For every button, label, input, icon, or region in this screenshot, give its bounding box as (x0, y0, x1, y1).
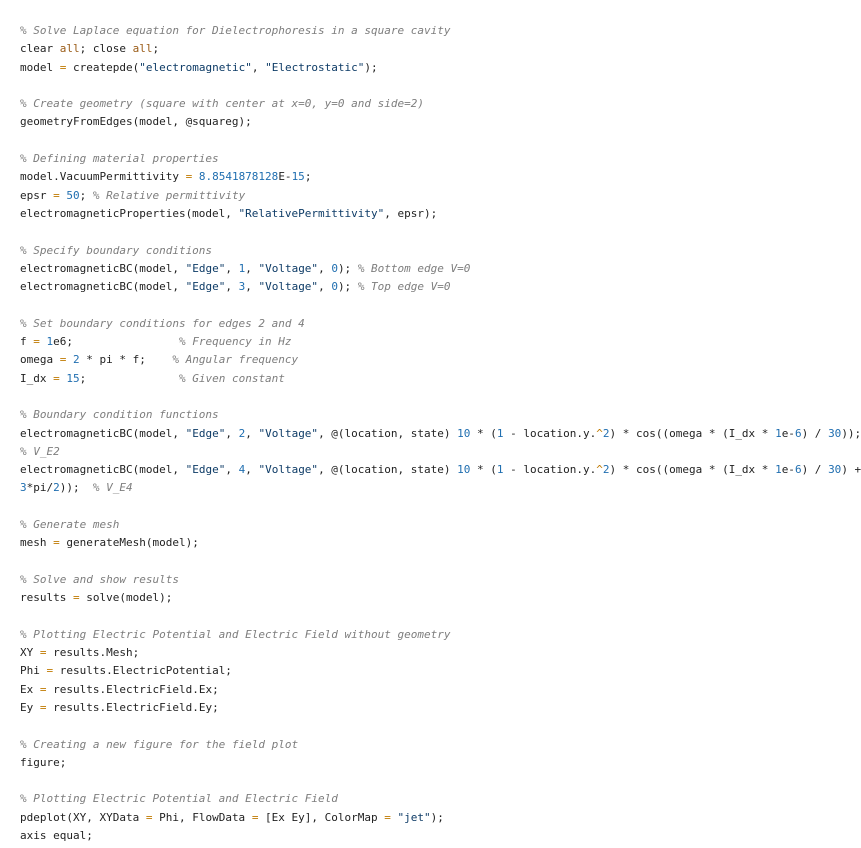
code-text: generateMesh(model); (59, 536, 199, 550)
code-text: * ( (470, 463, 497, 477)
code-comment: % Solve Laplace equation for Dielectrophoresis in a square cavity (20, 24, 451, 37)
code-line (20, 827, 861, 845)
code-editor[interactable] (20, 22, 861, 845)
code-line (20, 626, 861, 644)
code-line (20, 315, 861, 333)
code-text: * ( (470, 426, 497, 440)
code-operator: = (39, 700, 47, 714)
code-text: - location.y. (503, 463, 597, 477)
code-text: , (318, 261, 332, 275)
code-text: mesh (20, 536, 54, 550)
code-number: 2 (53, 481, 60, 495)
code-line (20, 40, 861, 58)
code-operator: = (72, 591, 80, 605)
code-text: ); (337, 280, 358, 294)
code-text: electromagneticBC(model, (20, 261, 186, 275)
code-operator: = (59, 353, 67, 367)
code-number: 3 (238, 280, 246, 294)
code-text: ) + (841, 463, 861, 477)
code-text (66, 353, 73, 366)
code-line (20, 736, 861, 754)
code-text: results.ElectricField.Ex; (46, 682, 219, 696)
code-line (20, 388, 861, 406)
code-text: Ey (20, 700, 40, 714)
code-line (20, 278, 861, 296)
code-text: , (245, 463, 259, 477)
code-line (20, 809, 861, 827)
code-number: 1 (238, 261, 246, 275)
code-line (20, 754, 861, 772)
code-text: ); (430, 810, 444, 824)
code-text: ; (79, 371, 179, 385)
code-text: I_dx (20, 371, 54, 385)
code-text: , (225, 426, 239, 440)
code-line (20, 370, 861, 388)
code-number: 1 (775, 463, 782, 477)
code-comment: % Defining material properties (20, 152, 219, 166)
code-text: , @(location, state) (318, 463, 458, 477)
code-number: 6 (794, 463, 802, 477)
code-line (20, 406, 861, 424)
code-line (20, 113, 861, 131)
code-number: 2 (602, 463, 610, 477)
code-comment: % Frequency in Hz (178, 335, 292, 349)
code-text: e- (781, 426, 795, 440)
code-line (20, 461, 861, 479)
code-number: 2 (73, 353, 80, 367)
code-text: ; (79, 188, 93, 202)
code-comment: % Generate mesh (20, 518, 120, 532)
code-text: Ex (20, 682, 40, 696)
code-operator: = (39, 646, 47, 660)
code-string: "Voltage" (258, 426, 319, 440)
code-text: , (318, 280, 332, 294)
code-text: *pi/ (26, 481, 54, 495)
code-line (20, 589, 861, 607)
code-number: 1 (775, 426, 782, 440)
code-text: figure; (20, 755, 67, 769)
code-number: 0 (331, 280, 338, 294)
code-number: 10 (457, 463, 471, 477)
code-line (20, 498, 861, 516)
code-text: e- (781, 463, 795, 477)
code-line (20, 790, 861, 808)
code-string: "Edge" (185, 463, 226, 477)
code-text: [Ex Ey], ColorMap (258, 810, 385, 824)
code-text: E- (278, 170, 292, 184)
code-operator: = (53, 371, 60, 385)
code-line (20, 77, 861, 95)
code-string: "Voltage" (258, 280, 319, 294)
code-operator: = (145, 810, 153, 824)
code-text: , (245, 280, 259, 294)
code-text: - location.y. (503, 426, 597, 440)
code-text: ) / (801, 463, 829, 477)
code-text: ) * cos((omega * (I_dx * (609, 426, 776, 440)
code-text: clear (20, 42, 60, 56)
code-string: "Edge" (185, 280, 226, 294)
code-operator: = (59, 60, 67, 74)
code-string: "Edge" (185, 426, 226, 440)
code-operator: ^ (596, 426, 603, 440)
code-line (20, 717, 861, 735)
code-text: Phi (20, 664, 47, 678)
code-number: 4 (238, 463, 246, 477)
code-number: 0 (331, 261, 338, 275)
code-line (20, 260, 861, 278)
code-line (20, 608, 861, 626)
code-text: model (20, 60, 60, 74)
code-string: "Voltage" (258, 463, 319, 477)
code-operator: = (53, 188, 60, 202)
code-text: f (20, 335, 34, 349)
code-text: ); (364, 60, 378, 74)
code-line (20, 553, 861, 571)
code-comment: % Bottom edge V=0 (357, 261, 471, 275)
code-text: )); (59, 481, 93, 495)
code-line (20, 333, 861, 351)
code-text: , (245, 261, 259, 275)
code-text: electromagneticBC(model, (20, 463, 186, 477)
code-text: electromagneticBC(model, (20, 280, 186, 294)
code-text: ; (152, 42, 160, 56)
code-number: 2 (238, 426, 246, 440)
code-keyword: all (59, 42, 80, 56)
code-comment: % Plotting Electric Potential and Electric Field without geometry (20, 627, 451, 641)
code-number: 15 (291, 170, 305, 184)
code-line (20, 571, 861, 589)
code-text: ); (337, 261, 358, 275)
code-string: "electromagnetic" (139, 60, 252, 74)
code-line (20, 681, 861, 699)
code-number: 10 (457, 426, 471, 440)
code-string: "jet" (397, 810, 431, 824)
code-text: )); (841, 426, 861, 440)
code-text: model.VacuumPermittivity (20, 170, 186, 184)
code-line (20, 22, 861, 40)
code-line (20, 205, 861, 223)
code-number: 1 (46, 335, 54, 349)
code-text: results (20, 591, 73, 605)
code-text: omega (20, 353, 60, 367)
code-comment: % Set boundary conditions for edges 2 and 4 (20, 316, 305, 330)
code-operator: = (39, 682, 47, 696)
code-number: 2 (602, 426, 610, 440)
code-line (20, 644, 861, 662)
code-text: XY (20, 646, 40, 660)
code-text: * pi * f; (79, 353, 173, 367)
code-comment: % Angular frequency (172, 353, 299, 367)
code-operator: = (185, 170, 193, 184)
code-line (20, 59, 861, 77)
code-comment: % Solve and show results (20, 572, 179, 586)
code-line (20, 479, 861, 497)
code-text: , (245, 426, 259, 440)
code-line (20, 425, 861, 443)
code-operator: = (384, 810, 391, 824)
code-string: "Edge" (185, 261, 226, 275)
code-operator: = (53, 536, 60, 550)
code-line (20, 296, 861, 314)
code-line (20, 187, 861, 205)
code-text (391, 811, 398, 824)
code-line (20, 351, 861, 369)
code-line (20, 132, 861, 150)
code-line (20, 772, 861, 790)
code-line (20, 699, 861, 717)
code-text: , (225, 261, 239, 275)
code-number: 3 (20, 481, 27, 495)
code-number: 50 (66, 188, 80, 202)
code-keyword: all (132, 42, 153, 56)
code-text: axis equal; (20, 829, 93, 843)
code-text: e6; (53, 335, 179, 349)
code-line (20, 150, 861, 168)
code-comment: % Creating a new figure for the field plot (20, 737, 299, 751)
code-text: ; close (79, 42, 133, 56)
code-line (20, 223, 861, 241)
code-string: "Voltage" (258, 261, 319, 275)
code-comment: % Given constant (178, 371, 285, 385)
code-number: 6 (794, 426, 802, 440)
code-line (20, 95, 861, 113)
code-text: ; (304, 170, 312, 184)
code-text: , (251, 60, 266, 74)
code-number: 30 (828, 426, 842, 440)
code-line (20, 242, 861, 260)
code-operator: = (46, 664, 54, 678)
code-operator: ^ (596, 463, 603, 477)
code-text: electromagneticBC(model, (20, 426, 186, 440)
code-text: pdeplot(XY, XYData (20, 810, 146, 824)
code-comment: % Plotting Electric Potential and Electric Field (20, 792, 338, 806)
code-text: ) * cos((omega * (I_dx * (609, 463, 776, 477)
code-text: electromagneticProperties(model, (20, 206, 239, 220)
code-text: results.Mesh; (46, 646, 140, 660)
code-line (20, 534, 861, 552)
code-text: results.ElectricPotential; (53, 664, 232, 678)
code-text: results.ElectricField.Ey; (46, 700, 219, 714)
code-text: ) / (801, 426, 829, 440)
code-text: solve(model); (79, 591, 173, 605)
code-text: , (225, 463, 239, 477)
code-comment: % Boundary condition functions (20, 408, 219, 422)
code-operator: = (33, 335, 40, 349)
code-text: , @(location, state) (318, 426, 458, 440)
code-number: 30 (828, 463, 842, 477)
code-line (20, 168, 861, 186)
code-line (20, 443, 861, 461)
code-text: geometryFromEdges(model, @squareg); (20, 115, 252, 129)
code-text: epsr (20, 188, 54, 202)
code-comment: % Specify boundary conditions (20, 243, 213, 257)
code-text: , epsr); (384, 206, 438, 220)
code-number: 1 (496, 463, 504, 477)
code-comment: % V_E4 (92, 481, 133, 495)
code-operator: = (251, 810, 259, 824)
code-line (20, 516, 861, 534)
code-text: Phi, FlowData (152, 810, 252, 824)
code-text: createpde( (66, 60, 140, 74)
code-line (20, 662, 861, 680)
code-comment: % Top edge V=0 (357, 280, 451, 294)
code-text (192, 170, 199, 183)
code-string: "Electrostatic" (265, 60, 365, 74)
code-number: 1 (496, 426, 504, 440)
code-text: , (225, 280, 239, 294)
code-comment: % Relative permittivity (92, 188, 246, 202)
code-number: 15 (66, 371, 80, 385)
code-text (40, 335, 47, 348)
code-string: "RelativePermittivity" (238, 206, 385, 220)
code-number: 8.8541878128 (198, 170, 279, 184)
code-comment: % V_E2 (20, 444, 60, 458)
code-comment: % Create geometry (square with center at x=0, y=0 and side=2) (20, 97, 424, 111)
